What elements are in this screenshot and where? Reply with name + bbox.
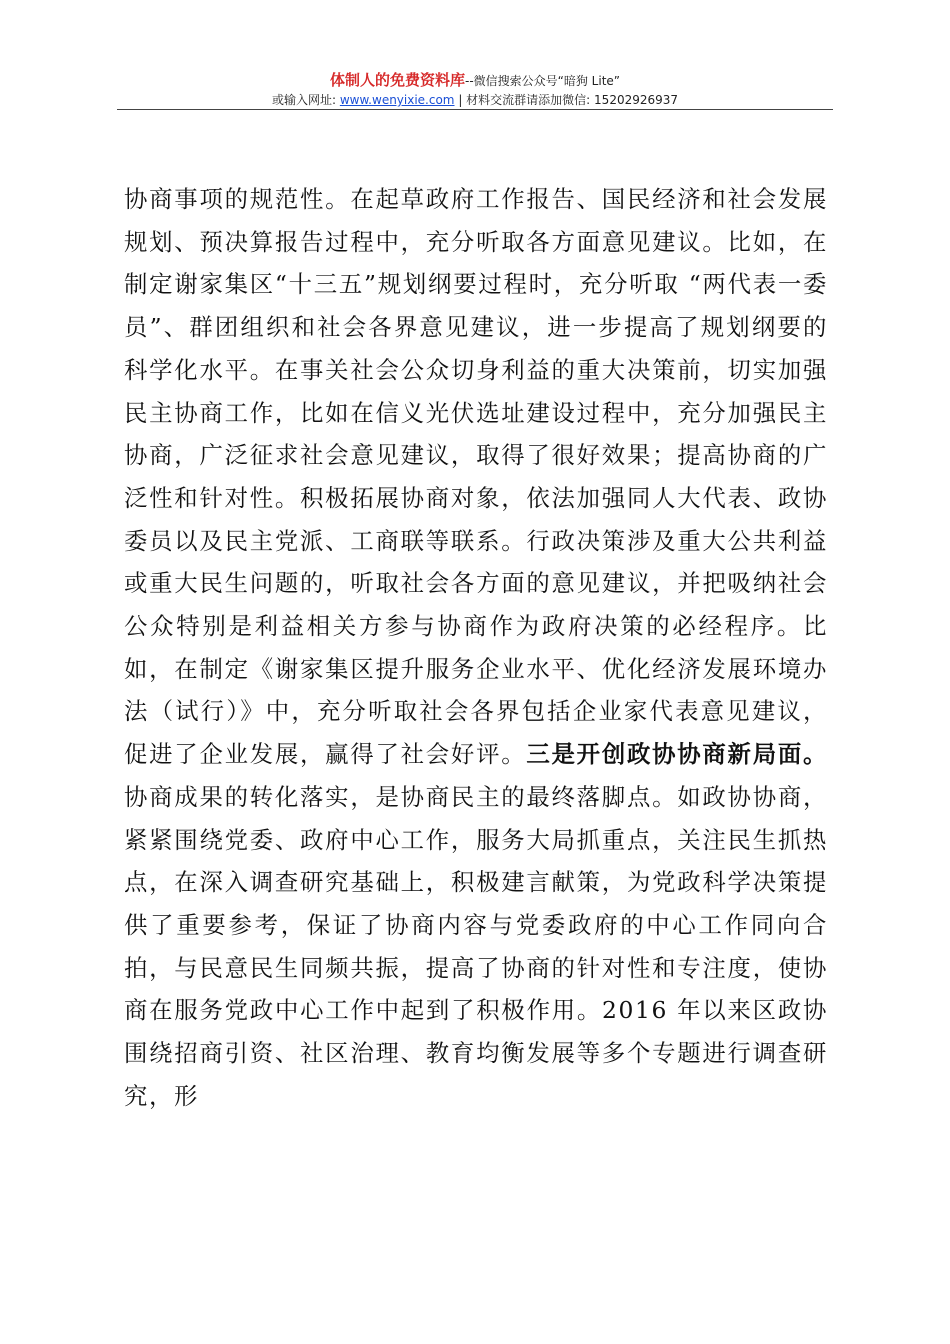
body-text-segment-1: 协商事项的规范性。在起草政府工作报告、国民经济和社会发展规划、预决算报告过程中，充分听取各方面意见建议。比如，在制定谢家集区“十三五”规划纲要过程时，充分听取 “两代表一委员”、群团组织和社会各界意见建议，进一步提高了规划纲要的科学化水平。在事关社会公众切身利益的重大决策前，切实加强民主协商工作，比如在信义光伏选址建设过程中，充分加强民主协商，广泛征求社会意见建议，取得了很好效果；提高协商的广泛性和针对性。积极拓展协商对象，依法加强同人大代表、政协委员以及民主党派、工商联等联系。行政决策涉及重大公共利益或重大民生问题的，听取社会各方面的意见建议，并把吸纳社会公众特别是利益相关方参与协商作为政府决策的必经程序。比如，在制定《谢家集区提升服务企业水平、优化经济发展环境办法（试行）》中，充分听取社会各界包括企业家代表意见建议，促进了企业发展，赢得了社会好评。 <box>124 185 828 769</box>
header-brand-line <box>0 70 950 91</box>
page-header <box>0 70 950 109</box>
contact-info: | 材料交流群请添加微信: 15202926937 <box>458 93 679 107</box>
brand-title: 体制人的免费资料库 <box>329 71 465 89</box>
body-text-segment-2: 协商成果的转化落实，是协商民主的最终落脚点。如政协协商，紧紧围绕党委、政府中心工作，服务大局抓重点，关注民生抓热点，在深入调查研究基础上，积极建言献策，为党政科学决策提供了重要参考，保证了协商内容与党委政府的中心工作同向合拍，与民意民生同频共振，提高了协商的针对性和专注度，使协商在服务党政中心工作中起到了积极作用。2016 年以来区政协围绕招商引资、社区治理、教育均衡发展等多个专题进行调查研究，形 <box>124 782 828 1110</box>
header-tagline: --微信搜索公众号“暗狗 Lite” <box>464 74 621 88</box>
emphasis-heading: 三是开创政协协商新局面。 <box>526 740 828 769</box>
website-link[interactable]: www.wenyixie.com <box>339 93 455 107</box>
header-divider <box>117 109 833 110</box>
url-prefix: 或输入网址: <box>271 93 337 107</box>
body-paragraph <box>124 178 828 1117</box>
header-contact-line <box>0 91 950 109</box>
